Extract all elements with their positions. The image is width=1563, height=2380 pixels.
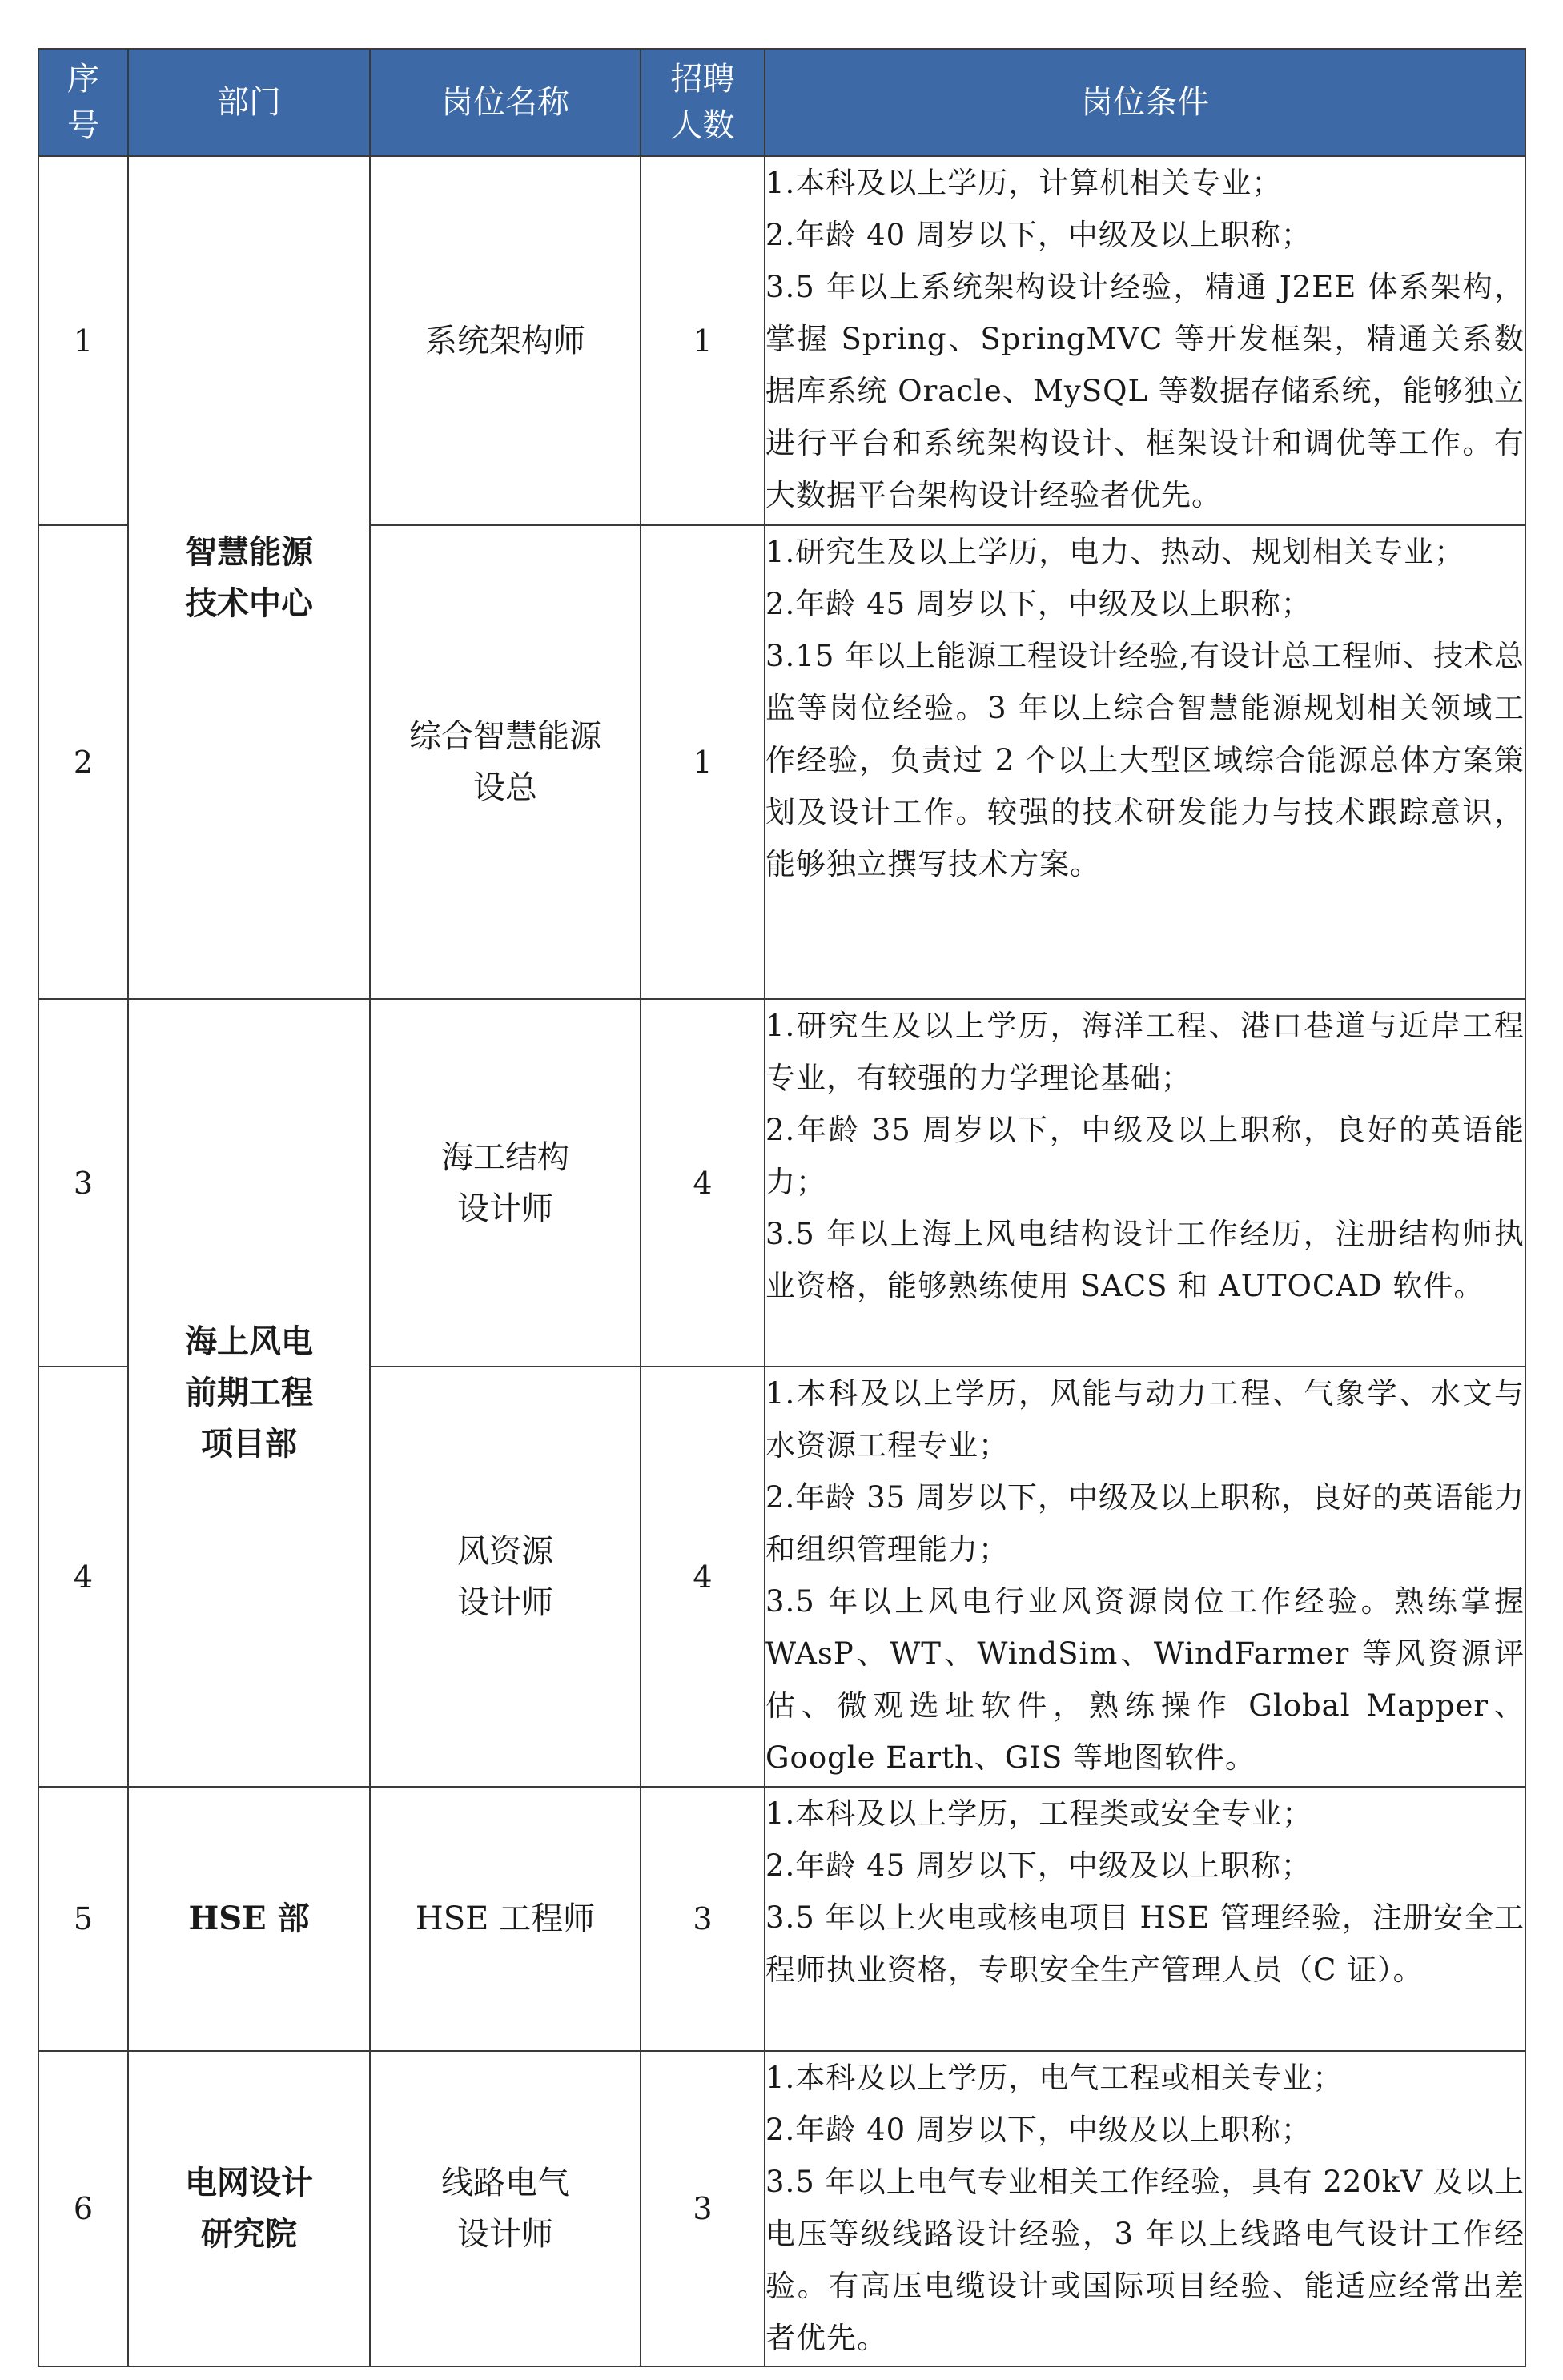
row-seq: 6	[38, 2051, 128, 2366]
requirement-line: 2.年龄 45 周岁以下，中级及以上职称；	[765, 587, 1312, 621]
row-position: HSE 工程师	[370, 1787, 641, 2051]
requirement-line: 2.年龄 40 周岁以下，中级及以上职称；	[765, 218, 1312, 252]
row-department: 电网设计 研究院	[128, 2051, 370, 2366]
row-count: 3	[641, 2051, 765, 2366]
row-count: 4	[641, 1367, 765, 1787]
row-department: HSE 部	[128, 1787, 370, 2051]
row-count: 1	[641, 525, 765, 999]
row-requirements	[765, 1787, 1525, 2051]
requirement-line: 3.5 年以上电气专业相关工作经验，具有 220kV 及以上电压等级线路设计经验，3 年以上线路电气设计工作经验。有高压电缆设计或国际项目经验、能适应经常出差者优先。	[765, 2165, 1525, 2355]
row-position: 风资源 设计师	[370, 1367, 641, 1787]
requirement-line: 3.5 年以上系统架构设计经验，精通 J2EE 体系架构，掌握 Spring、SpringMVC 等开发框架，精通关系数据库系统 Oracle、MySQL 等数据存储系统，能够独立进行平台和系统架构设计、框架设计和调优等工作。有大数据平台架构设计经验者优先。	[765, 270, 1525, 512]
header-requirements: 岗位条件	[765, 49, 1525, 156]
requirement-line: 3.15 年以上能源工程设计经验,有设计总工程师、技术总监等岗位经验。3 年以上综合智慧能源规划相关领域工作经验，负责过 2 个以上大型区域综合能源总体方案策划及设计工作。较强的技术研发能力与技术跟踪意识，能够独立撰写技术方案。	[765, 639, 1525, 881]
row-requirements	[765, 999, 1525, 1367]
row-count: 1	[641, 156, 765, 525]
table-body	[38, 156, 1525, 2366]
table-row	[38, 2051, 1525, 2366]
header-position: 岗位名称	[370, 49, 641, 156]
row-position: 线路电气 设计师	[370, 2051, 641, 2366]
row-position: 海工结构 设计师	[370, 999, 641, 1367]
table-row	[38, 1787, 1525, 2051]
requirement-line: 3.5 年以上海上风电结构设计工作经历，注册结构师执业资格，能够熟练使用 SACS 和 AUTOCAD 软件。	[765, 1217, 1525, 1303]
row-department: 海上风电 前期工程 项目部	[128, 999, 370, 1787]
requirement-line: 1.本科及以上学历，电气工程或相关专业；	[765, 2061, 1344, 2095]
table-row	[38, 999, 1525, 1367]
table-row	[38, 156, 1525, 525]
requirement-line: 3.5 年以上风电行业风资源岗位工作经验。熟练掌握 WAsP、WT、WindSim、WindFarmer 等风资源评估、微观选址软件，熟练操作 Global Mapper、Google Earth、GIS 等地图软件。	[765, 1584, 1525, 1775]
row-count: 3	[641, 1787, 765, 2051]
row-seq: 4	[38, 1367, 128, 1787]
row-requirements	[765, 156, 1525, 525]
requirement-line: 1.研究生及以上学历，海洋工程、港口巷道与近岸工程专业，有较强的力学理论基础；	[765, 1009, 1525, 1095]
requirement-line: 2.年龄 40 周岁以下，中级及以上职称；	[765, 2113, 1312, 2147]
requirement-line: 2.年龄 45 周岁以下，中级及以上职称；	[765, 1848, 1312, 1883]
row-requirements	[765, 2051, 1525, 2366]
row-seq: 2	[38, 525, 128, 999]
header-count: 招聘 人数	[641, 49, 765, 156]
row-requirements	[765, 1367, 1525, 1787]
requirement-line: 1.本科及以上学历，计算机相关专业；	[765, 166, 1283, 200]
row-seq: 1	[38, 156, 128, 525]
header-row	[38, 49, 1525, 156]
row-department: 智慧能源 技术中心	[128, 156, 370, 999]
row-position: 综合智慧能源 设总	[370, 525, 641, 999]
requirement-line: 1.本科及以上学历，风能与动力工程、气象学、水文与水资源工程专业；	[765, 1376, 1525, 1463]
recruitment-table	[38, 48, 1526, 2367]
row-seq: 3	[38, 999, 128, 1367]
requirement-line: 3.5 年以上火电或核电项目 HSE 管理经验，注册安全工程师执业资格，专职安全生产管理人员（C 证）。	[765, 1900, 1525, 1987]
requirement-line: 1.本科及以上学历，工程类或安全专业；	[765, 1796, 1313, 1831]
requirement-line: 2.年龄 35 周岁以下，中级及以上职称，良好的英语能力和组织管理能力；	[765, 1480, 1525, 1567]
row-count: 4	[641, 999, 765, 1367]
row-position: 系统架构师	[370, 156, 641, 525]
row-seq: 5	[38, 1787, 128, 2051]
header-dept: 部门	[128, 49, 370, 156]
requirement-line: 2.年龄 35 周岁以下，中级及以上职称，良好的英语能力；	[765, 1113, 1525, 1199]
row-requirements	[765, 525, 1525, 999]
requirement-line: 1.研究生及以上学历，电力、热动、规划相关专业；	[765, 535, 1465, 569]
table-header	[38, 49, 1525, 156]
header-seq: 序 号	[38, 49, 128, 156]
